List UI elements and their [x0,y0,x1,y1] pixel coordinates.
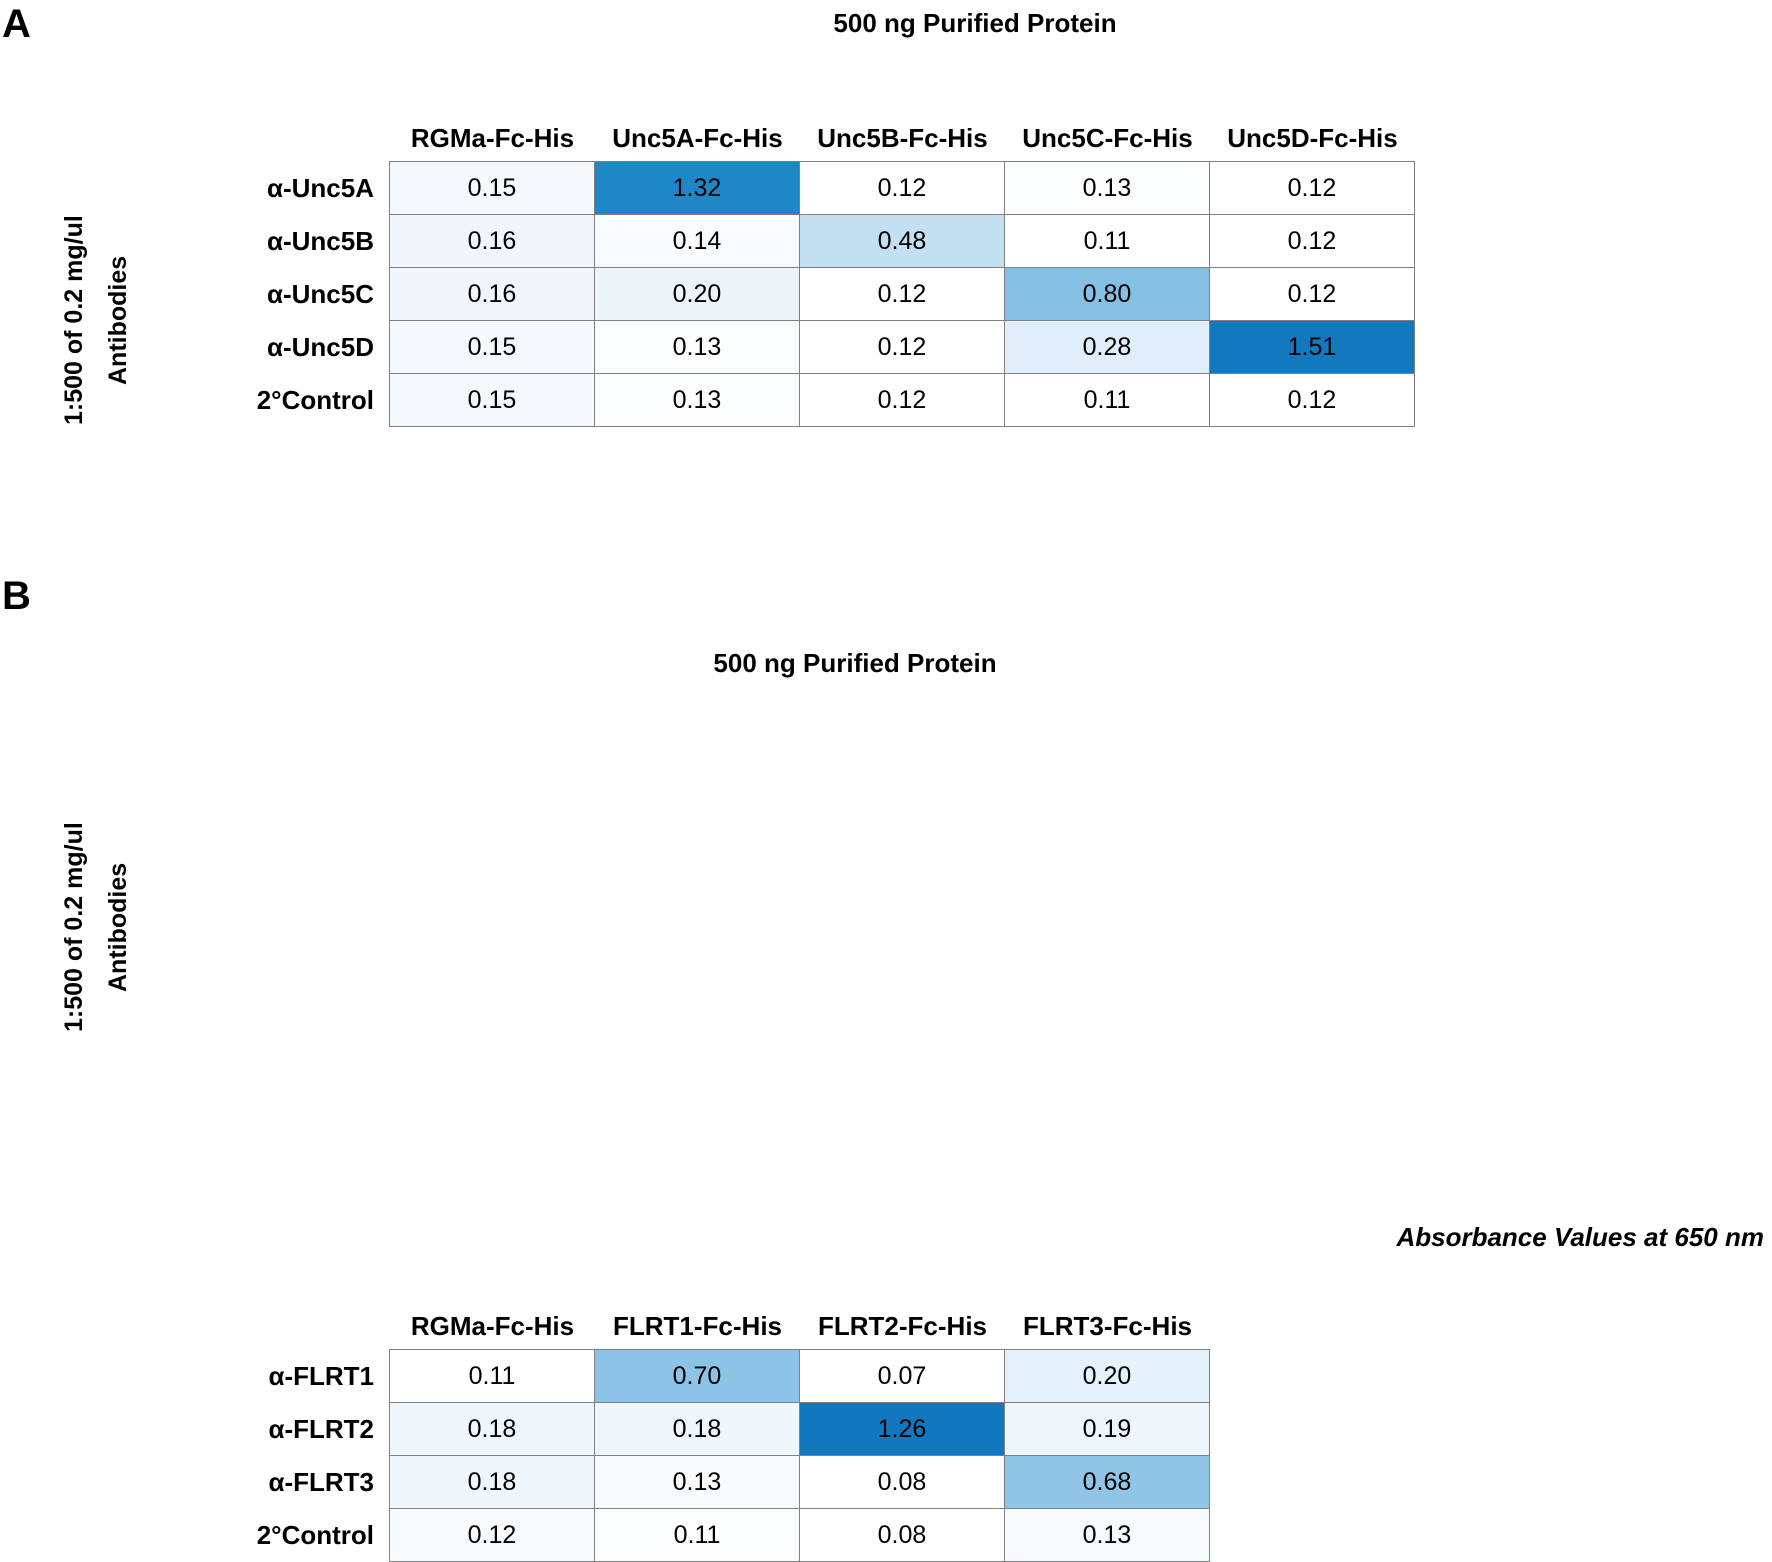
panel-a-cell: 0.12 [799,161,1005,215]
panel-a-row-header: α-Unc5C [267,279,374,309]
panel-a-row-header: α-Unc5A [267,173,374,203]
panel-a-cell: 0.48 [799,214,1005,268]
panel-b-cell: 0.11 [594,1508,800,1562]
panel-b-cell: 0.11 [389,1349,595,1403]
panel-b-column-header: RGMa-Fc-His [410,1311,575,1341]
panel-a-cell: 0.12 [799,267,1005,321]
panel-b-column-header: FLRT2-Fc-His [818,1311,987,1341]
panel-b-cell: 0.13 [1004,1508,1210,1562]
panel-b-row-header: 2°Control [256,1520,374,1550]
panel-a-cell: 0.16 [389,267,595,321]
panel-a-column-header: Unc5D-Fc-His [1227,123,1398,153]
panel-a [0,0,1772,560]
panel-a-cell: 0.20 [594,267,800,321]
panel-b-cell: 0.08 [799,1455,1005,1509]
panel-a-cell: 1.51 [1209,320,1415,374]
panel-b-row-header: α-FLRT3 [268,1467,374,1497]
panel-b-y-axis-label-line1: 1:500 of 0.2 mg/ul [60,822,88,1032]
panel-a-cell: 0.12 [799,320,1005,374]
panel-a-cell: 0.12 [1209,214,1415,268]
panel-a-column-header: Unc5B-Fc-His [817,123,988,153]
panel-a-cell: 0.13 [1004,161,1210,215]
panel-a-cell: 0.12 [1209,161,1415,215]
panel-b-cell: 0.07 [799,1349,1005,1403]
panel-a-heatmap-table [160,100,1415,427]
panel-a-cell: 0.15 [389,320,595,374]
panel-b-heatmap-table [160,1288,1210,1562]
panel-b-column-header: FLRT3-Fc-His [1023,1311,1192,1341]
panel-a-title: 500 ng Purified Protein [833,8,1117,38]
panel-a-cell: 0.13 [594,320,800,374]
panel-b-label: B [2,574,31,618]
panel-a-cell: 0.11 [1004,214,1210,268]
panel-b-table-corner [160,1288,390,1350]
panel-a-row-header: α-Unc5B [267,226,374,256]
panel-a-cell: 0.11 [1004,373,1210,427]
panel-a-row-header: α-Unc5D [267,332,374,362]
panel-a-table-corner [160,100,390,162]
panel-a-cell: 0.16 [389,214,595,268]
panel-a-column-header: Unc5A-Fc-His [612,123,783,153]
panel-a-cell: 1.32 [594,161,800,215]
panel-b-y-axis-label-line2: Antibodies [104,862,132,992]
panel-b-cell: 0.70 [594,1349,800,1403]
panel-a-column-header: Unc5C-Fc-His [1022,123,1193,153]
panel-b [0,570,1772,1550]
panel-b-cell: 0.18 [594,1402,800,1456]
panel-b-cell: 1.26 [799,1402,1005,1456]
panel-b-cell: 0.19 [1004,1402,1210,1456]
panel-a-cell: 0.80 [1004,267,1210,321]
panel-a-cell: 0.15 [389,161,595,215]
panel-a-row-header: 2°Control [256,385,374,415]
panel-b-cell: 0.12 [389,1508,595,1562]
panel-a-cell: 0.14 [594,214,800,268]
panel-b-cell: 0.18 [389,1402,595,1456]
panel-a-y-axis-label-line1: 1:500 of 0.2 mg/ul [60,215,88,425]
panel-a-cell: 0.15 [389,373,595,427]
panel-a-cell: 0.28 [1004,320,1210,374]
panel-a-y-axis-label-line2: Antibodies [104,255,132,385]
panel-b-cell: 0.18 [389,1455,595,1509]
panel-b-cell: 0.68 [1004,1455,1210,1509]
panel-a-cell: 0.12 [1209,373,1415,427]
panel-a-column-header: RGMa-Fc-His [410,123,575,153]
panel-b-row-header: α-FLRT2 [268,1414,374,1444]
panel-a-label: A [2,2,31,46]
panel-b-row-header: α-FLRT1 [268,1361,374,1391]
panel-b-cell: 0.08 [799,1508,1005,1562]
panel-b-cell: 0.20 [1004,1349,1210,1403]
figure-footer-note: Absorbance Values at 650 nm [1396,1222,1764,1252]
panel-a-cell: 0.12 [1209,267,1415,321]
panel-a-cell: 0.12 [799,373,1005,427]
panel-b-title: 500 ng Purified Protein [713,648,997,678]
panel-b-cell: 0.13 [594,1455,800,1509]
panel-b-column-header: FLRT1-Fc-His [613,1311,782,1341]
panel-a-cell: 0.13 [594,373,800,427]
